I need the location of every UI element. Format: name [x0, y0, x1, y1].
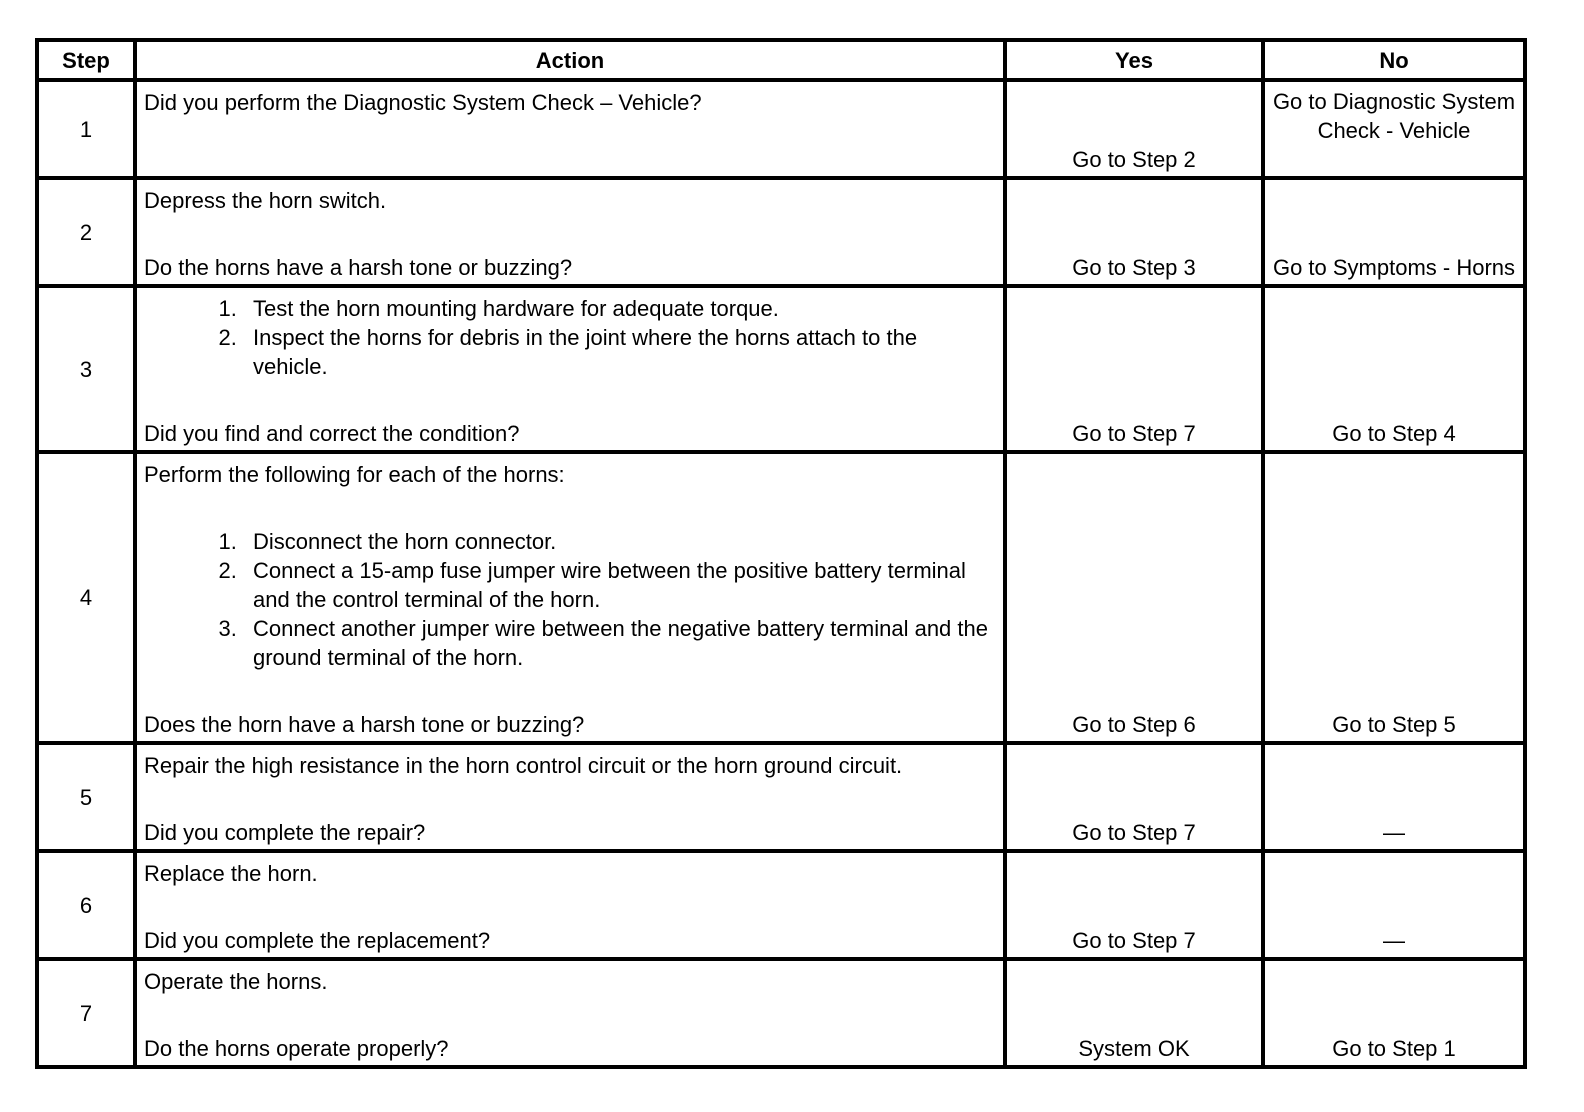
- no-result: Go to Symptoms - Horns: [1263, 178, 1525, 286]
- step-number: 4: [37, 452, 135, 743]
- yes-result: Go to Step 7: [1005, 286, 1263, 452]
- step-number: 1: [37, 80, 135, 178]
- action-cell: [135, 286, 1005, 452]
- table-header-row: [37, 40, 1525, 80]
- action-question: Did you complete the replacement?: [144, 928, 491, 953]
- no-result: —: [1263, 851, 1525, 959]
- list-item: 1. Test the horn mounting hardware for adequate torque.: [243, 294, 995, 323]
- table-row: [37, 743, 1525, 851]
- step-number: 7: [37, 959, 135, 1067]
- action-cell: [135, 452, 1005, 743]
- table-row: [37, 80, 1525, 178]
- header-yes: Yes: [1005, 40, 1263, 80]
- action-cell: [135, 959, 1005, 1067]
- no-result: Go to Step 4: [1263, 286, 1525, 452]
- yes-result: Go to Step 7: [1005, 851, 1263, 959]
- list-item: 1. Disconnect the horn connector.: [243, 527, 995, 556]
- action-cell: [135, 178, 1005, 286]
- action-cell: [135, 80, 1005, 178]
- action-cell: [135, 743, 1005, 851]
- no-result: Go to Diagnostic System Check - Vehicle: [1263, 80, 1525, 178]
- action-question: Did you find and correct the condition?: [144, 421, 520, 446]
- table-row: [37, 178, 1525, 286]
- table-row: [37, 452, 1525, 743]
- action-intro: Did you perform the Diagnostic System Check – Vehicle?: [144, 90, 702, 115]
- no-result: —: [1263, 743, 1525, 851]
- action-steps-list: [144, 294, 995, 381]
- action-question: Do the horns operate properly?: [144, 1036, 449, 1061]
- header-step: Step: [37, 40, 135, 80]
- step-number: 3: [37, 286, 135, 452]
- action-intro: Operate the horns.: [144, 969, 328, 994]
- action-cell: [135, 851, 1005, 959]
- header-no: No: [1263, 40, 1525, 80]
- table-row: [37, 286, 1525, 452]
- action-question: Did you complete the repair?: [144, 820, 426, 845]
- action-intro: Depress the horn switch.: [144, 188, 387, 213]
- step-number: 5: [37, 743, 135, 851]
- header-action: Action: [135, 40, 1005, 80]
- action-intro: Perform the following for each of the horns:: [144, 462, 565, 487]
- yes-result: System OK: [1005, 959, 1263, 1067]
- no-result: Go to Step 5: [1263, 452, 1525, 743]
- yes-result: Go to Step 6: [1005, 452, 1263, 743]
- yes-result: Go to Step 7: [1005, 743, 1263, 851]
- action-steps-list: [144, 527, 995, 672]
- yes-result: Go to Step 2: [1005, 80, 1263, 178]
- list-item: 2. Inspect the horns for debris in the joint where the horns attach to the vehicle.: [243, 323, 995, 381]
- step-number: 2: [37, 178, 135, 286]
- table-row: [37, 851, 1525, 959]
- list-item: 2. Connect a 15-amp fuse jumper wire between the positive battery terminal and the control terminal of the horn.: [243, 556, 995, 614]
- no-result: Go to Step 1: [1263, 959, 1525, 1067]
- diagnostic-table: [35, 38, 1527, 1069]
- step-number: 6: [37, 851, 135, 959]
- yes-result: Go to Step 3: [1005, 178, 1263, 286]
- action-question: Does the horn have a harsh tone or buzzing?: [144, 712, 585, 737]
- action-intro: Repair the high resistance in the horn control circuit or the horn ground circuit.: [144, 753, 903, 778]
- list-item: 3. Connect another jumper wire between the negative battery terminal and the ground terminal of the horn.: [243, 614, 995, 672]
- action-intro: Replace the horn.: [144, 861, 318, 886]
- table-row: [37, 959, 1525, 1067]
- action-question: Do the horns have a harsh tone or buzzing?: [144, 255, 573, 280]
